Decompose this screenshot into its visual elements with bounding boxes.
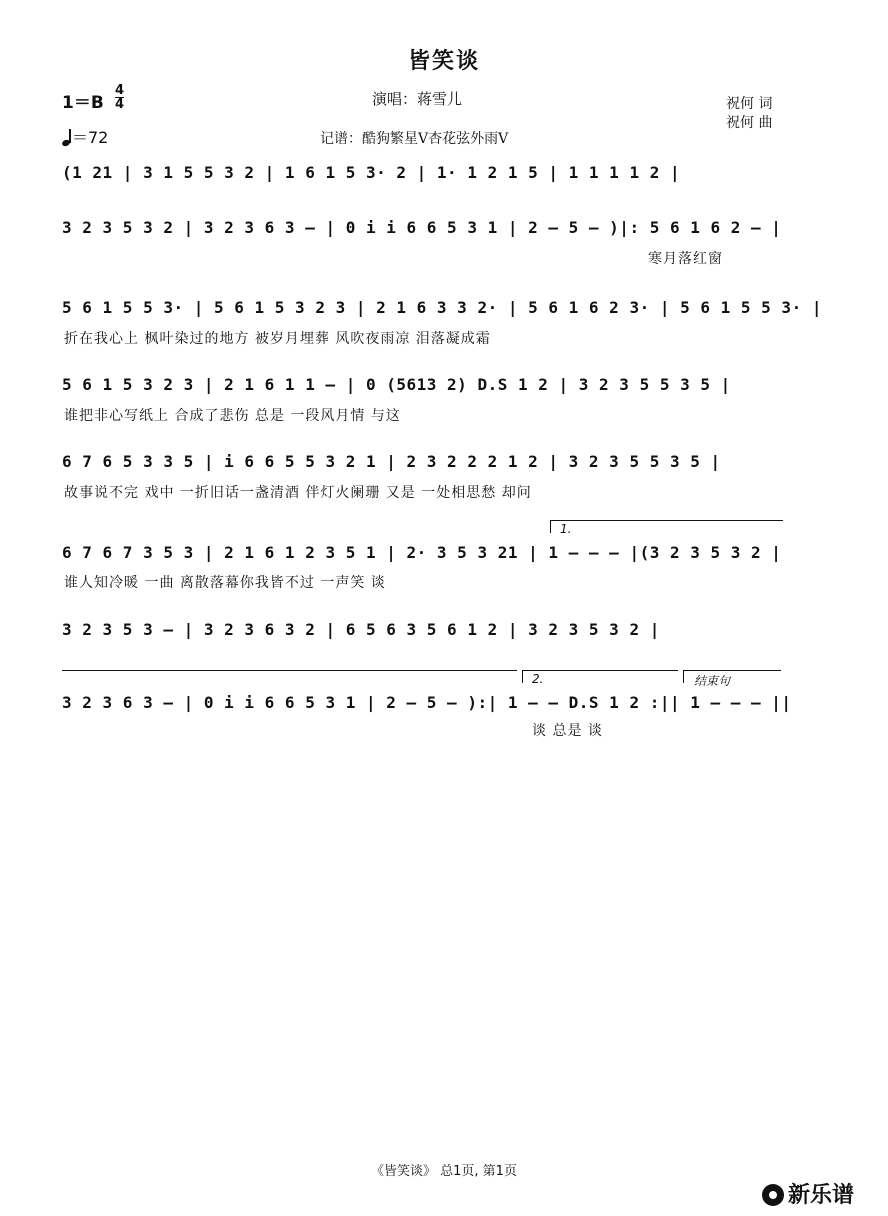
score-line-5: 6 7 6 5 3 3 5 | i 6 6 5 5 3 2 1 | 2 3 2 2 2 1 2 | 3 2 3 5 5 3 5 | xyxy=(62,452,721,471)
score-line-7: 3 2 3 5 3 – | 3 2 3 6 3 2 | 6 5 6 3 5 6 1 2 | 3 2 3 5 3 2 | xyxy=(62,620,660,639)
tempo-value: ＝72 xyxy=(72,128,109,147)
site-logo xyxy=(762,1178,854,1209)
score-line-1: (1 21 | 3 1 5 5 3 2 | 1 6 1 5 3· 2 | 1· 1 2 1 5 | 1 1 1 1 2 | xyxy=(62,163,681,182)
score-line-4: 5 6 1 5 3 2 3 | 2 1 6 1 1 – | 0 (5613 2) D.S 1 2 | 3 2 3 5 5 3 5 | xyxy=(62,375,731,394)
volta-2-label: 2. xyxy=(532,672,544,686)
key-signature: 1＝B xyxy=(62,93,104,113)
composer-credit: 祝何 曲 xyxy=(726,115,773,131)
quarter-note-icon xyxy=(62,128,72,146)
volta-1-bracket xyxy=(550,520,783,533)
logo-text: 新乐谱 xyxy=(788,1183,855,1208)
score-line-6: 6 7 6 7 3 5 3 | 2 1 6 1 2 3 5 1 | 2· 3 5 3 21 | 1 – – – |(3 2 3 5 3 2 | xyxy=(62,543,782,562)
volta-2-bracket xyxy=(522,670,678,683)
score-line-2: 3 2 3 5 3 2 | 3 2 3 6 3 – | 0 i i 6 6 5 3 1 | 2 – 5 – )|: 5 6 1 6 2 – | xyxy=(62,218,782,237)
lyrics-line-6: 谁人知冷暖 一曲 离散落幕你我皆不过 一声笑 谈 xyxy=(64,575,386,591)
score-line-3: 5 6 1 5 5 3· | 5 6 1 5 3 2 3 | 2 1 6 3 3 2· | 5 6 1 6 2 3· | 5 6 1 5 5 3· | xyxy=(62,298,822,317)
time-signature-bottom: 4 xyxy=(115,97,125,112)
volta-1-label: 1. xyxy=(560,522,572,536)
page-footer: 《皆笑谈》 总1页, 第1页 xyxy=(371,1164,517,1179)
time-signature-top: 4 xyxy=(115,83,125,98)
lyricist-credit: 祝何 词 xyxy=(726,96,773,112)
lyrics-line-8: 谈 总是 谈 xyxy=(532,723,603,739)
record-disc-icon xyxy=(762,1184,784,1206)
ending-label: 结束句 xyxy=(694,674,731,688)
page-title: 皆笑谈 xyxy=(407,49,480,74)
lyrics-line-4: 谁把非心写纸上 合成了悲伤 总是 一段风月情 与这 xyxy=(64,408,401,424)
transcriber-credit: 记谱：酷狗繁星V杏花弦外雨V xyxy=(320,131,509,147)
repeat-span-line xyxy=(62,670,517,671)
lyrics-line-2: 寒月落红窗 xyxy=(648,251,723,267)
tempo-marking xyxy=(62,125,108,148)
lyrics-line-3: 折在我心上 枫叶染过的地方 被岁月埋葬 风吹夜雨凉 泪落凝成霜 xyxy=(64,331,491,347)
singer-credit: 演唱：蒋雪儿 xyxy=(372,90,463,108)
score-line-8: 3 2 3 6 3 – | 0 i i 6 6 5 3 1 | 2 – 5 – ):| 1 – – D.S 1 2 :|| 1 – – – || xyxy=(62,693,792,712)
lyrics-line-5: 故事说不完 戏中 一折旧话一盏清酒 伴灯火阑珊 又是 一处相思愁 却问 xyxy=(64,485,532,501)
time-signature xyxy=(115,84,124,111)
